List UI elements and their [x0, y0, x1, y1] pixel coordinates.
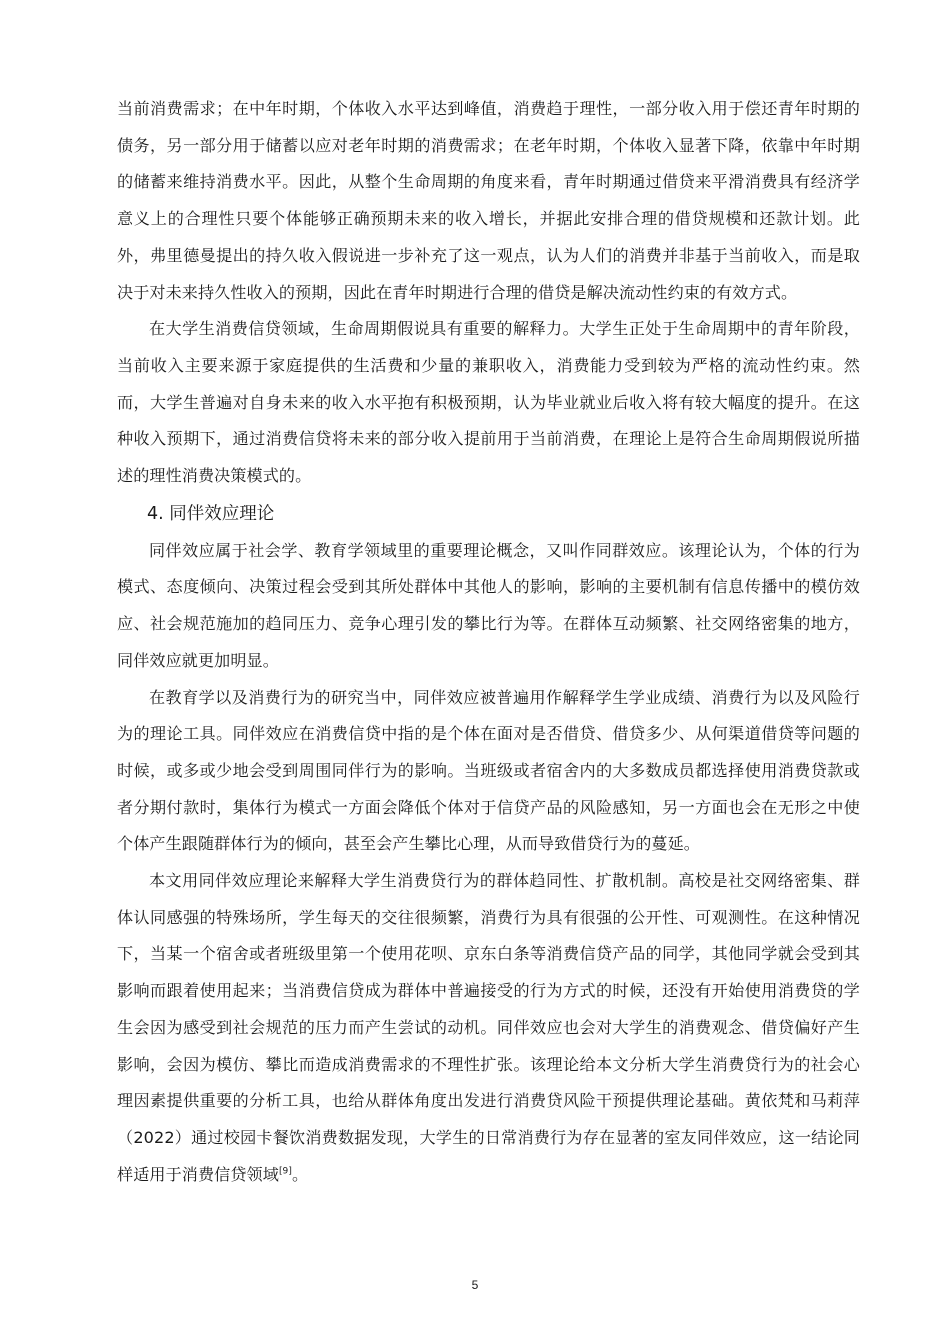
paragraph-text: 本文用同伴效应理论来解释大学生消费贷行为的群体趋同性、扩散机制。高校是社交网络密集、群体认同感强的特殊场所，学生每天的交往很频繁，消费行为具有很强的公开性、可观测性。在这种情况下，当某一个宿舍或者班级里第一个使用花呗、京东白条等消费信贷产品的同学，其他同学就会受到其影响而跟着使用起来；当消费信贷成为群体中普遍接受的行为方式的时候，还没有开始使用消费贷的学生会因为感受到社会规范的压力而产生尝试的动机。同伴效应也会对大学生的消费观念、借贷偏好产生影响，会因为模仿、攀比而造成消费需求的不理性扩张。该理论给本文分析大学生消费贷行为的社会心理因素提供重要的分析工具，也给从群体角度出发进行消费贷风险干预提供理论基础。黄依梵和马莉萍（2022）通过校园卡餐饮消费数据发现，大学生的日常消费行为存在显著的室友同伴效应，这一结论同样适用于消费信贷领域 [117, 871, 860, 1184]
page-body [117, 91, 860, 1193]
paragraph-end-punctuation: 。 [292, 1164, 309, 1184]
section-heading-peer-effect: 4. 同伴效应理论 [147, 503, 275, 524]
page-number: 5 [471, 1278, 479, 1292]
paragraph-peer-effect-definition: 同伴效应属于社会学、教育学领域里的重要理论概念，又叫作同群效应。该理论认为，个体的行为模式、态度倾向、决策过程会受到其所处群体中其他人的影响，影响的主要机制有信息传播中的模仿效应、社会规范施加的趋同压力、竞争心理引发的攀比行为等。在群体互动频繁、社交网络密集的地方，同伴效应就更加明显。 [117, 540, 860, 670]
paragraph-life-cycle-application: 在大学生消费信贷领域，生命周期假说具有重要的解释力。大学生正处于生命周期中的青年阶段，当前收入主要来源于家庭提供的生活费和少量的兼职收入，消费能力受到较为严格的流动性约束。然而，大学生普遍对自身未来的收入水平抱有积极预期，认为毕业就业后收入将有较大幅度的提升。在这种收入预期下，通过消费信贷将未来的部分收入提前用于当前消费，在理论上是符合生命周期假说所描述的理性消费决策模式的。 [117, 319, 860, 486]
citation-reference: [9] [278, 1166, 292, 1177]
paragraph-peer-effect-application [117, 863, 860, 1193]
paragraph-peer-effect-credit: 在教育学以及消费行为的研究当中，同伴效应被普遍用作解释学生学业成绩、消费行为以及风险行为的理论工具。同伴效应在消费信贷中指的是个体在面对是否借贷、借贷多少、从何渠道借贷等问题的时候，或多或少地会受到周围同伴行为的影响。当班级或者宿舍内的大多数成员都选择使用消费贷款或者分期付款时，集体行为模式一方面会降低个体对于信贷产品的风险感知，另一方面也会在无形之中使个体产生跟随群体行为的倾向，甚至会产生攀比心理，从而导致借贷行为的蔓延。 [117, 687, 860, 854]
paragraph-life-cycle-continued: 当前消费需求；在中年时期，个体收入水平达到峰值，消费趋于理性，一部分收入用于偿还青年时期的债务，另一部分用于储蓄以应对老年时期的消费需求；在老年时期，个体收入显著下降，依靠中年时期的储蓄来维持消费水平。因此，从整个生命周期的角度来看，青年时期通过借贷来平滑消费具有经济学意义上的合理性只要个体能够正确预期未来的收入增长，并据此安排合理的借贷规模和还款计划。此外，弗里德曼提出的持久收入假说进一步补充了这一观点，认为人们的消费并非基于当前收入，而是取决于对未来持久性收入的预期，因此在青年时期进行合理的借贷是解决流动性约束的有效方式。 [117, 99, 860, 302]
